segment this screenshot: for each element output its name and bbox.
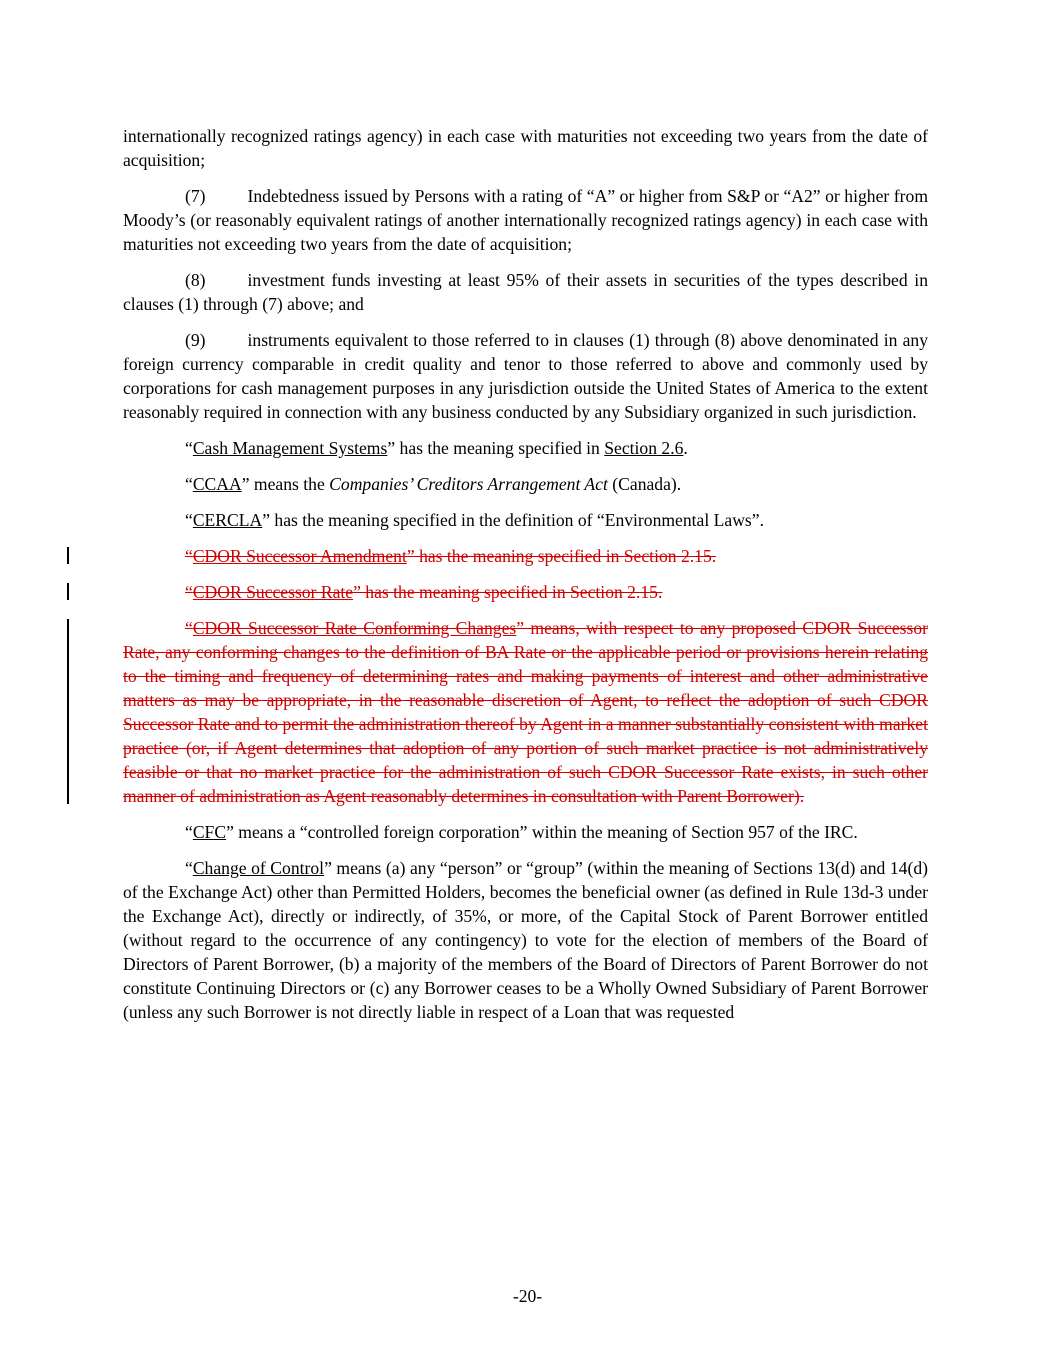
paragraph xyxy=(123,328,928,424)
text-segment: instruments equivalent to those referred to in clauses (1) through (8) above denominated in any foreign currency comparable in credit quality and tenor to those referred to above and commonly used by corporations for cash management purposes in any jurisdiction outside the United States of America to the extent reasonably required in connection with any business conducted by any Subsidiary organized in such jurisdiction. xyxy=(123,330,928,422)
text-segment: CCAA xyxy=(192,474,242,494)
paragraph xyxy=(123,268,928,316)
text-segment: Change of Control xyxy=(192,858,325,878)
text-segment: “ xyxy=(185,438,193,458)
text-segment: CDOR Successor Amendment xyxy=(192,546,407,566)
text-segment: internationally recognized ratings agency) in each case with maturities not exceeding two years from the date of acquisition; xyxy=(123,126,928,170)
text-segment: “ xyxy=(185,546,193,566)
text-segment: “ xyxy=(185,858,193,878)
paragraph xyxy=(123,820,928,844)
deleted-paragraph xyxy=(123,616,928,808)
document-body xyxy=(123,124,928,1036)
text-segment: Indebtedness issued by Persons with a rating of “A” or higher from S&P or “A2” or higher from Moody’s (or reasonably equivalent ratings of another internationally recognized ratings agency) in each case with maturities not exceeding two years from the date of acquisition; xyxy=(123,186,928,254)
text-segment: ” means a “controlled foreign corporation” within the meaning of Section 957 of the IRC. xyxy=(226,822,858,842)
deleted-paragraph xyxy=(123,544,928,568)
page-number: -20- xyxy=(512,1286,543,1306)
paragraph xyxy=(123,124,928,172)
text-segment: “ xyxy=(185,474,193,494)
text-segment: ” has the meaning specified in Section 2.15. xyxy=(406,546,717,566)
revision-change-bar xyxy=(67,619,69,804)
text-segment: ” has the meaning specified in xyxy=(387,438,605,458)
text-segment: ” means, with respect to any proposed CDOR Successor Rate, any conforming changes to the definition of BA Rate or the applicable period or provisions herein relating to the timing and frequency of determining rates and making payments of interest and other administrative matters as may be appropriate, in the reasonable discretion of Agent, to reflect the adoption of such CDOR Successor Rate and to permit the administration thereof by Agent in a manner substantially consistent with market practice (or, if Agent determines that adoption of any portion of such market practice is not administratively feasible or that no market practice for the administration of such CDOR Successor Rate exists, in such other manner of administration as Agent reasonably determines in consultation with Parent Borrower). xyxy=(123,618,928,806)
text-segment: ” means (a) any “person” or “group” (within the meaning of Sections 13(d) and 14(d) of the Exchange Act) other than Permitted Holders, becomes the beneficial owner (as defined in Rule 13d-3 under the Exchange Act), directly or indirectly, of 35%, or more, of the Capital Stock of Parent Borrower entitled (without regard to the occurrence of any contingency) to vote for the election of members of the Board of Directors of Parent Borrower, (b) a majority of the members of the Board of Directors of Parent Borrower do not constitute Continuing Directors or (c) any Borrower ceases to be a Wholly Owned Subsidiary of Parent Borrower (unless any such Borrower is not directly liable in respect of a Loan that was requested xyxy=(123,858,928,1022)
text-segment: ” has the meaning specified in Section 2.15. xyxy=(353,582,663,602)
text-segment: “ xyxy=(185,822,193,842)
text-segment: investment funds investing at least 95% of their assets in securities of the types described in clauses (1) through (7) above; and xyxy=(123,270,928,314)
revision-change-bar xyxy=(67,583,69,600)
text-segment: Cash Management Systems xyxy=(192,438,388,458)
text-segment: Section 2.6 xyxy=(604,438,684,458)
text-segment: CDOR Successor Rate Conforming Changes xyxy=(192,618,517,638)
text-segment: . xyxy=(683,438,688,458)
paragraph xyxy=(123,436,928,460)
text-segment: “ xyxy=(185,618,193,638)
paragraph xyxy=(123,508,928,532)
text-segment: ” means the xyxy=(241,474,330,494)
text-segment: (7) xyxy=(185,186,206,206)
revision-change-bar xyxy=(67,547,69,564)
text-segment: ” has the meaning specified in the definition of “Environmental Laws”. xyxy=(262,510,764,530)
text-segment: (Canada). xyxy=(607,474,682,494)
text-segment: “ xyxy=(185,582,193,602)
text-segment: (9) xyxy=(185,330,206,350)
text-segment: CFC xyxy=(192,822,227,842)
text-segment: CERCLA xyxy=(192,510,263,530)
deleted-paragraph xyxy=(123,580,928,604)
text-segment: Companies’ Creditors Arrangement Act xyxy=(329,474,608,494)
text-segment: CDOR Successor Rate xyxy=(192,582,354,602)
paragraph xyxy=(123,184,928,256)
text-segment: “ xyxy=(185,510,193,530)
paragraph xyxy=(123,856,928,1024)
paragraph xyxy=(123,472,928,496)
text-segment: (8) xyxy=(185,270,206,290)
